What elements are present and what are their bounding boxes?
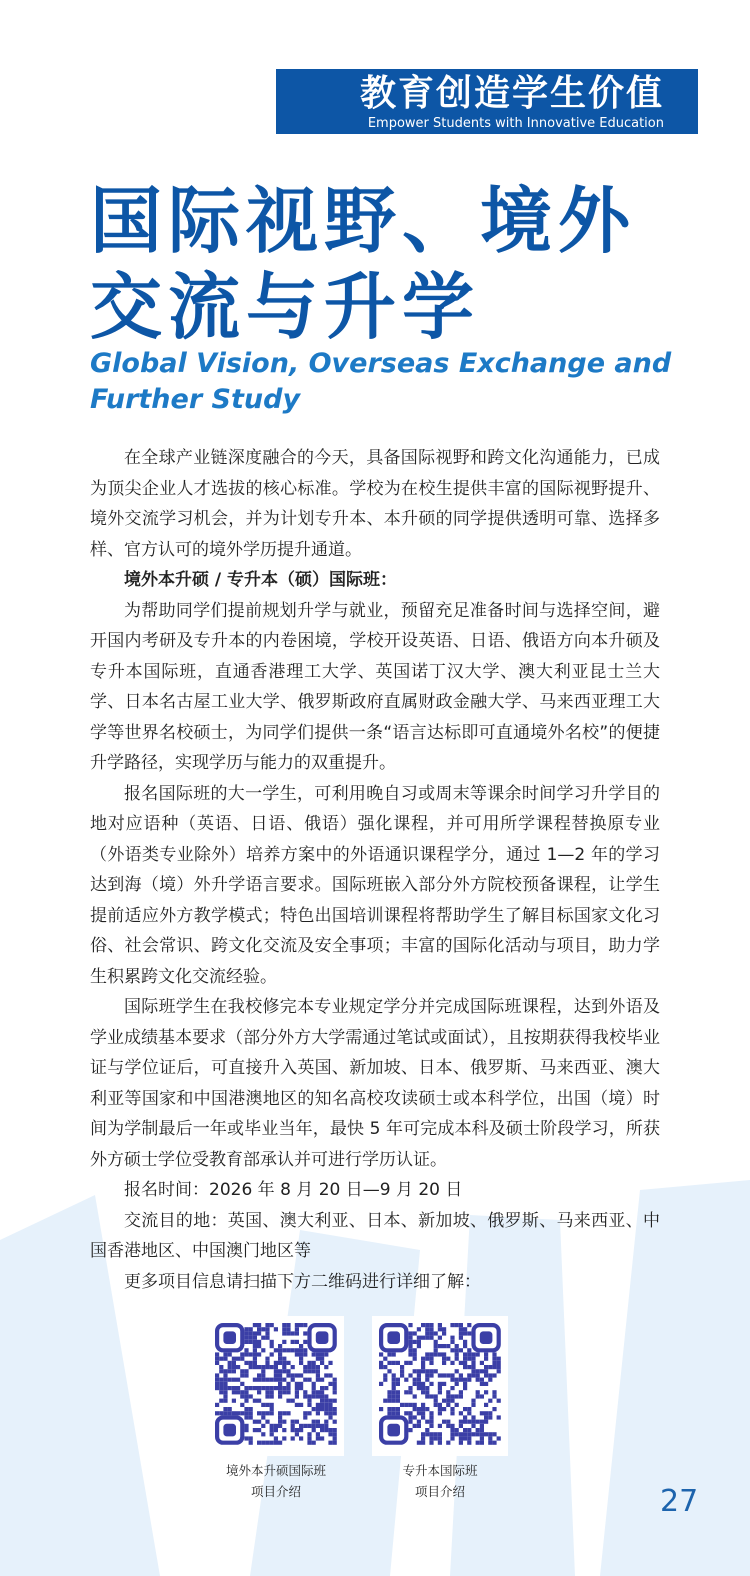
page-number: 27 [660,1484,699,1519]
destinations: 交流目的地：英国、澳大利亚、日本、新加坡、俄罗斯、马来西亚、中国香港地区、中国澳门地区等 [90,1210,660,1261]
page-subtitle [90,346,690,418]
qr-code-icon[interactable] [208,1316,344,1456]
qr-block-master [208,1316,344,1502]
body-text [90,443,660,1297]
qr-block-upgrade [372,1316,508,1502]
qr-caption-line2: 项目介绍 [414,1484,465,1499]
program-paragraph: 为帮助同学们提前规划升学与就业，预留充足准备时间与选择空间，避开国内考研及专升本的内卷困境，学校开设英语、日语、俄语方向本升硕及专升本国际班，直通香港理工大学、英国诺丁汉大学、澳大利亚昆士兰大学、日本名古屋工业大学、俄罗斯政府直属财政金融大学、马来西亚理工大学等世界名校硕士，为同学们提供一条“语言达标即可直通境外名校”的便捷升学路径，实现学历与能力的双重提升。 [90,600,660,773]
page-title-line1: 国际视野、境外 [90,179,637,263]
section-heading: 境外本升硕 / 专升本（硕）国际班： [124,570,398,590]
qr-code-icon[interactable] [372,1316,508,1456]
registration-time: 报名时间：2026 年 8 月 20 日—9 月 20 日 [124,1180,463,1200]
page-subtitle-line2: Further Study [90,384,301,415]
progression-paragraph: 国际班学生在我校修完本专业规定学分并完成国际班课程，达到外语及学业成绩基本要求（部分外方大学需通过笔试或面试），且按期获得我校毕业证与学位证后，可直接升入英国、新加坡、日本、俄罗斯、马来西亚、澳大利亚等国家和中国港澳地区的知名高校攻读硕士或本科学位，出国（境）时间为学制最后一年或毕业当年，最快 5 年可完成本科及硕士阶段学习，所获外方硕士学位受教育部承认并可进行学历认证。 [90,997,660,1170]
qr-caption-line2: 项目介绍 [250,1484,301,1499]
page-title-line2: 交流与升学 [90,265,481,349]
intro-paragraph: 在全球产业链深度融合的今天，具备国际视野和跨文化沟通能力，已成为顶尖企业人才选拔的核心标准。学校为在校生提供丰富的国际视野提升、境外交流学习机会，并为计划专升本、本升硕的同学提供透明可靠、选择多样、官方认可的境外学历提升通道。 [90,448,660,560]
slogan-banner [276,69,698,134]
banner-slogan-en: Empower Students with Innovative Education [367,116,664,131]
qr-caption-line1: 境外本升硕国际班 [225,1463,326,1478]
page-subtitle-line1: Global Vision, Overseas Exchange and [90,348,672,379]
page-title [90,178,636,350]
enrollment-paragraph: 报名国际班的大一学生，可利用晚自习或周末等课余时间学习升学目的地对应语种（英语、日语、俄语）强化课程，并可用所学课程替换原专业（外语类专业除外）培养方案中的外语通识课程学分，通过 1—2 年的学习达到海（境）外升学语言要求。国际班嵌入部分外方院校预备课程，让学生提前适应外方教学模式；特色出国培训课程将帮助学生了解目标国家文化习俗、社会常识、跨文化交流及安全事项；丰富的国际化活动与项目，助力学生积累跨文化交流经验。 [90,783,660,987]
qr-caption-line1: 专升本国际班 [402,1463,478,1478]
qr-instruction: 更多项目信息请扫描下方二维码进行详细了解： [124,1271,481,1292]
banner-slogan-cn: 教育创造学生价值 [359,73,664,114]
qr-caption [208,1460,344,1502]
qr-caption [372,1460,508,1502]
